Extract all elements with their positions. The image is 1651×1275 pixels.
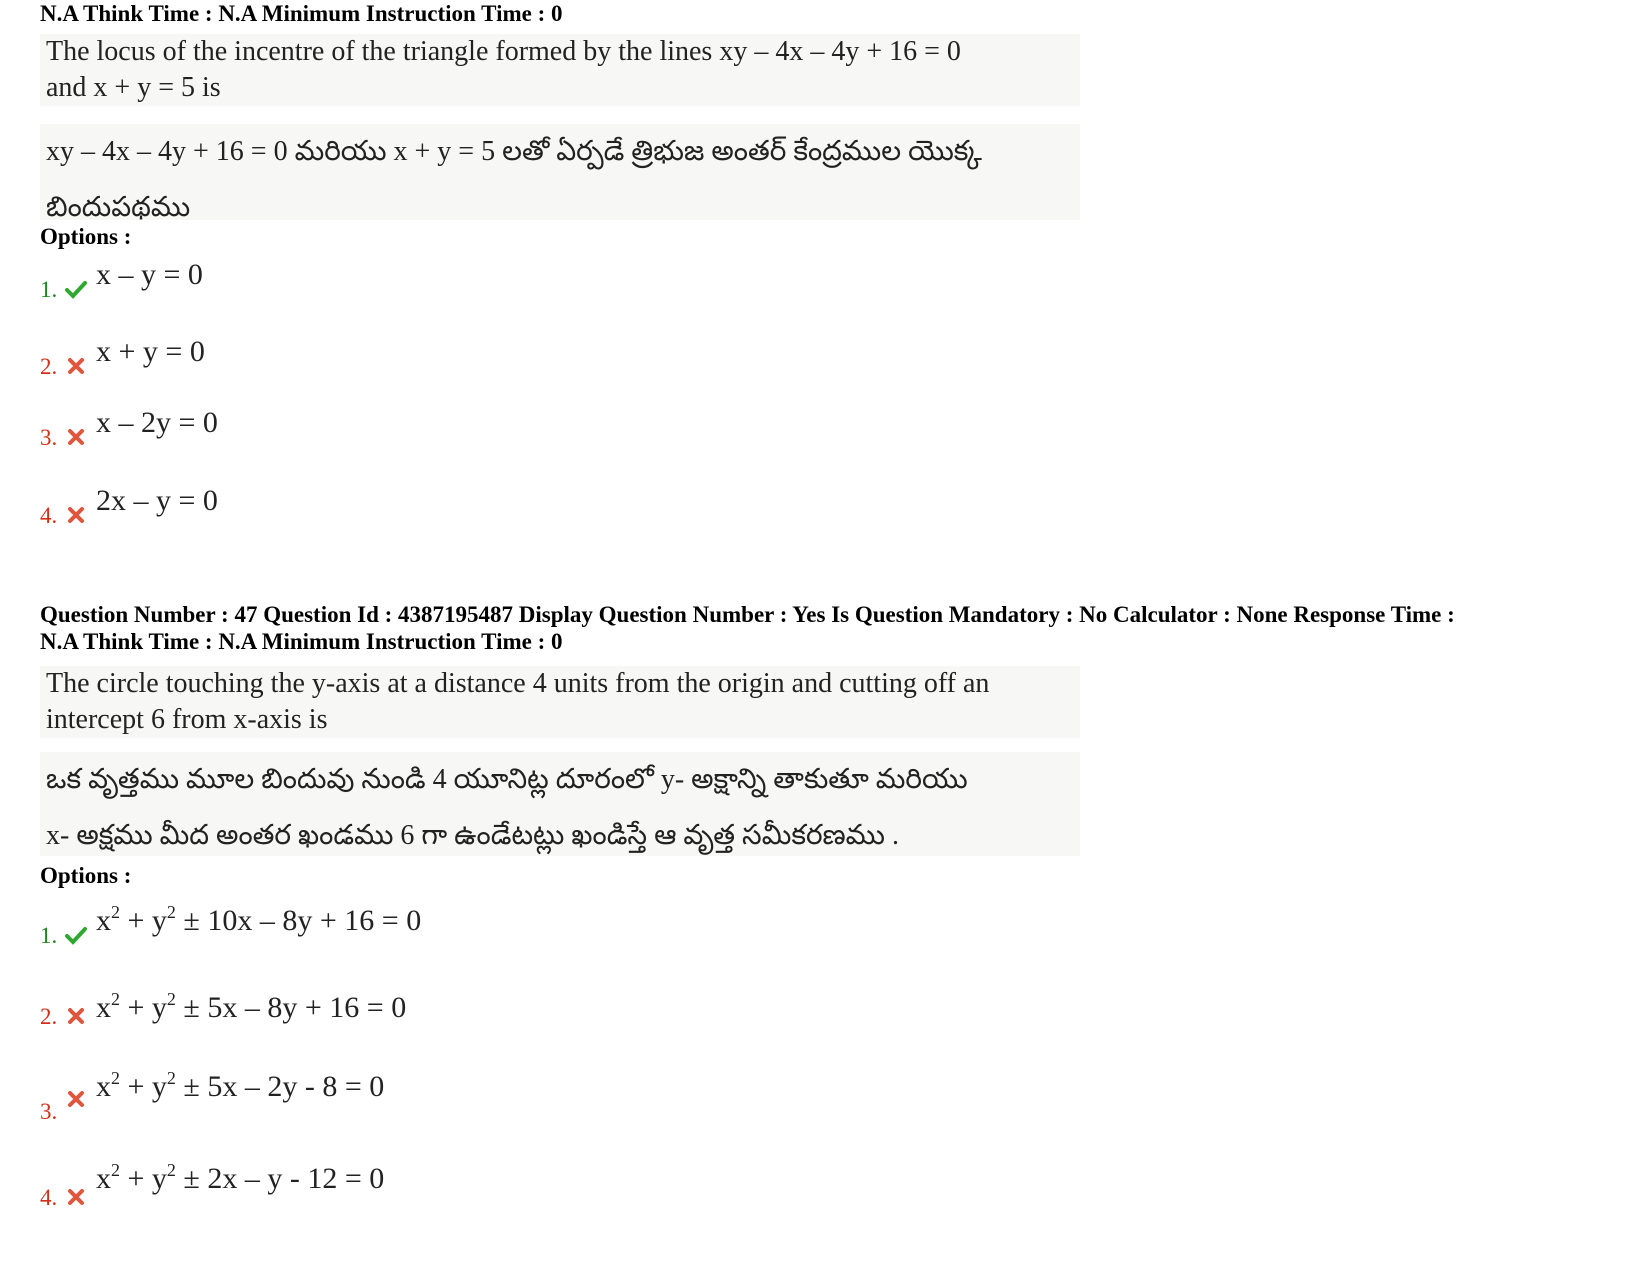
check-icon: [64, 924, 88, 946]
cross-icon: [64, 1186, 88, 1208]
option-text: x + y = 0: [96, 335, 205, 368]
option-number: 4.: [40, 1185, 58, 1210]
q47-option-3[interactable]: [40, 1070, 740, 1124]
option-text: 2x – y = 0: [96, 484, 218, 517]
q47-option-4[interactable]: [40, 1162, 740, 1210]
q47-question-en-line1: The circle touching the y-axis at a distance 4 units from the origin and cutting off an: [46, 668, 990, 699]
q47-meta-line2: N.A Think Time : N.A Minimum Instruction Time : 0: [40, 629, 563, 654]
q47-question-english: [40, 666, 1080, 738]
q47-options-label: Options :: [40, 863, 132, 888]
q47-question-te-line1: ఒక వృత్తము మూల బిందువు నుండి 4 యూనిట్ల దూరంలో y- అక్షాన్ని తాకుతూ మరియు: [46, 764, 968, 795]
q46-question-te-line1: xy – 4x – 4y + 16 = 0 మరియు x + y = 5 లతో ఏర్పడే త్రిభుజ అంతర్ కేంద్రముల యొక్క: [46, 136, 982, 167]
q47-option-1[interactable]: [40, 904, 740, 948]
q46-option-1[interactable]: [40, 258, 740, 302]
option-text: x – y = 0: [96, 258, 203, 291]
option-number: 2.: [40, 354, 58, 379]
q46-meta-line: N.A Think Time : N.A Minimum Instruction Time : 0: [40, 1, 563, 26]
q46-question-en-line2: and x + y = 5 is: [46, 72, 221, 103]
q46-option-3[interactable]: [40, 406, 740, 450]
q47-question-te-line2: x- అక్షము మీద అంతర ఖండము 6 గా ఉండేటట్లు ఖండిస్తే ఆ వృత్త సమీకరణము .: [46, 820, 899, 851]
option-text: $x^2 + y^2 \pm 2x - y - 12 = 0$: [96, 1160, 385, 1195]
option-number: 1.: [40, 923, 58, 948]
cross-icon: [64, 504, 88, 526]
option-number: 1.: [40, 277, 58, 302]
option-text: x – 2y = 0: [96, 406, 218, 439]
q46-question-te-line2: బిందుపథము: [46, 192, 191, 223]
cross-icon: [64, 355, 88, 377]
option-text: $x^2 + y^2 \pm 5x - 2y - 8 = 0$: [96, 1068, 385, 1103]
q47-meta-line1: Question Number : 47 Question Id : 4387195487 Display Question Number : Yes Is Question Mandatory : No Calculator : None Response Time :: [40, 602, 1455, 627]
q47-question-en-line2: intercept 6 from x-axis is: [46, 704, 328, 735]
q47-question-telugu: [40, 752, 1080, 856]
q46-question-english: [40, 34, 1080, 106]
cross-icon: [64, 1005, 88, 1027]
option-text: $x^2 + y^2 \pm 5x - 8y + 16 = 0$: [96, 989, 407, 1024]
q46-question-en-line1: The locus of the incentre of the triangle formed by the lines xy – 4x – 4y + 16 = 0: [46, 36, 961, 67]
option-number: 4.: [40, 503, 58, 528]
option-text: $x^2 + y^2 \pm 10x - 8y + 16 = 0$: [96, 902, 422, 937]
check-icon: [64, 278, 88, 300]
q46-options-label: Options :: [40, 224, 132, 249]
option-number: 3.: [40, 1099, 58, 1124]
option-number: 3.: [40, 425, 58, 450]
q46-question-telugu: [40, 124, 1080, 223]
q46-option-4[interactable]: [40, 484, 740, 528]
cross-icon: [64, 426, 88, 448]
option-number: 2.: [40, 1004, 58, 1029]
q47-option-2[interactable]: [40, 985, 740, 1029]
cross-icon: [64, 1088, 88, 1110]
q46-option-2[interactable]: [40, 335, 740, 379]
